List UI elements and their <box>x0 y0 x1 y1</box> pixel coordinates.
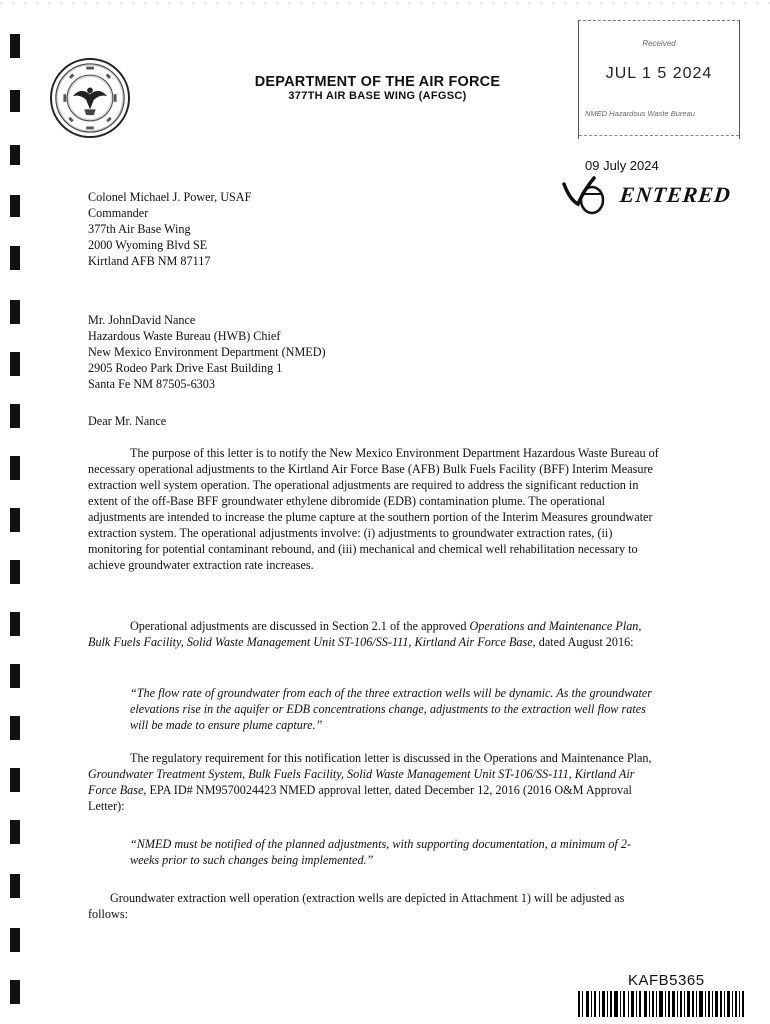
body-paragraph-4 <box>88 890 658 922</box>
binder-mark <box>10 246 20 270</box>
binder-mark <box>10 768 20 792</box>
entered-stamp: ENTERED <box>618 182 733 207</box>
stamp-date: JUL 1 5 2024 <box>605 65 713 82</box>
block-quote-1: “The flow rate of groundwater from each of the three extraction wells will be dynamic. As the groundwater elevations rise in the aquifer or EDB concentrations change, adjustments to the extraction well flow rates will be made to ensure plume capture.” <box>130 686 652 732</box>
binder-mark <box>10 980 20 1004</box>
recipient-line: Hazardous Waste Bureau (HWB) Chief <box>88 329 281 343</box>
paragraph-text: Operational adjustments are discussed in Section 2.1 of the approved <box>130 619 470 633</box>
binder-mark <box>10 508 20 532</box>
sender-block <box>88 189 251 269</box>
letterhead-unit: 377TH AIR BASE WING (AFGSC) <box>288 90 467 102</box>
sender-line: 2000 Wyoming Blvd SE <box>88 238 208 252</box>
scan-top-edge <box>0 0 770 8</box>
recipient-line: Santa Fe NM 87505-6303 <box>88 377 215 391</box>
sender-line: Kirtland AFB NM 87117 <box>88 254 211 268</box>
document-id: KAFB5365 <box>628 972 705 989</box>
paragraph-text: dated August 2016: <box>535 635 634 649</box>
binder-mark <box>10 145 20 165</box>
binder-mark <box>10 664 20 688</box>
received-stamp <box>578 20 740 139</box>
binder-mark <box>10 34 20 58</box>
entered-check-icon <box>560 170 610 216</box>
stamp-received-label: Received <box>642 39 676 48</box>
binder-mark <box>10 352 20 376</box>
paragraph-text: The purpose of this letter is to notify the New Mexico Environment Department Hazardous Waste Bureau of necessary operational adjustments to the Kirtland Air Force Base (AFB) Bulk Fuels Facility (BFF) Interim Measure extraction well system operation. The operational adjustments are required to address the significant reduction in extent of the off-Base BFF groundwater ethylene dibromide (EDB) contamination plume. The operational adjustments are intended to increase the plume capture at the southern portion of the Interim Measures groundwater extraction system. The operational adjustments involve: (i) adjustments to groundwater extraction rates, (ii) monitoring for potential contaminant rebound, and (iii) mechanical and chemical well rehabilitation necessary to achieve groundwater extraction rate increases. <box>88 446 659 572</box>
binder-mark <box>10 928 20 952</box>
barcode-icon <box>578 991 744 1017</box>
letterhead-department: DEPARTMENT OF THE AIR FORCE <box>254 74 501 90</box>
body-paragraph-1 <box>88 445 663 573</box>
recipient-line: Mr. JohnDavid Nance <box>88 313 196 327</box>
recipient-line: New Mexico Environment Department (NMED) <box>88 345 326 359</box>
document-title-italic: Operations and Maintenance Plan, Bulk Fuels Facility, Solid Waste Management Unit ST-106/SS-111, Kirtland Air Force Base, <box>88 619 642 649</box>
sender-line: Commander <box>88 206 149 220</box>
document-title-italic: Groundwater Treatment System, Bulk Fuels Facility, Solid Waste Management Unit ST-106/SS-111, Kirtland Air Force Base, <box>88 767 635 797</box>
block-quote-2: “NMED must be notified of the planned adjustments, with supporting documentation, a minimum of 2-weeks prior to such changes being implemented.” <box>130 837 632 867</box>
body-paragraph-2 <box>88 618 663 650</box>
recipient-block <box>88 312 326 392</box>
eagle-emblem-icon <box>52 60 128 136</box>
binder-mark <box>10 612 20 636</box>
department-seal-logo <box>50 58 130 138</box>
paragraph-text: Groundwater extraction well operation (extraction wells are depicted in Attachment 1) will be adjusted as follows: <box>88 891 625 921</box>
binder-mark <box>10 820 20 844</box>
binder-mark <box>10 404 20 428</box>
recipient-line: 2905 Rodeo Park Drive East Building 1 <box>88 361 283 375</box>
salutation: Dear Mr. Nance <box>88 414 167 428</box>
binder-mark <box>10 195 20 217</box>
sender-line: Colonel Michael J. Power, USAF <box>88 190 252 204</box>
binder-mark <box>10 456 20 480</box>
binder-mark <box>10 560 20 584</box>
binder-mark <box>10 874 20 898</box>
sender-line: 377th Air Base Wing <box>88 222 191 236</box>
binder-mark <box>10 300 20 324</box>
binder-mark <box>10 716 20 740</box>
paragraph-text: The regulatory requirement for this notification letter is discussed in the Operations and Maintenance Plan, <box>130 751 652 765</box>
binder-mark <box>10 90 20 112</box>
paragraph-text: EPA ID# NM9570024423 NMED approval letter, dated December 12, 2016 (2016 O&M Approval Letter): <box>88 783 632 813</box>
letter-date: 09 July 2024 <box>585 158 659 173</box>
stamp-divider <box>579 135 739 136</box>
body-paragraph-3 <box>88 750 663 814</box>
stamp-bureau: NMED Hazardous Waste Bureau <box>585 109 695 118</box>
